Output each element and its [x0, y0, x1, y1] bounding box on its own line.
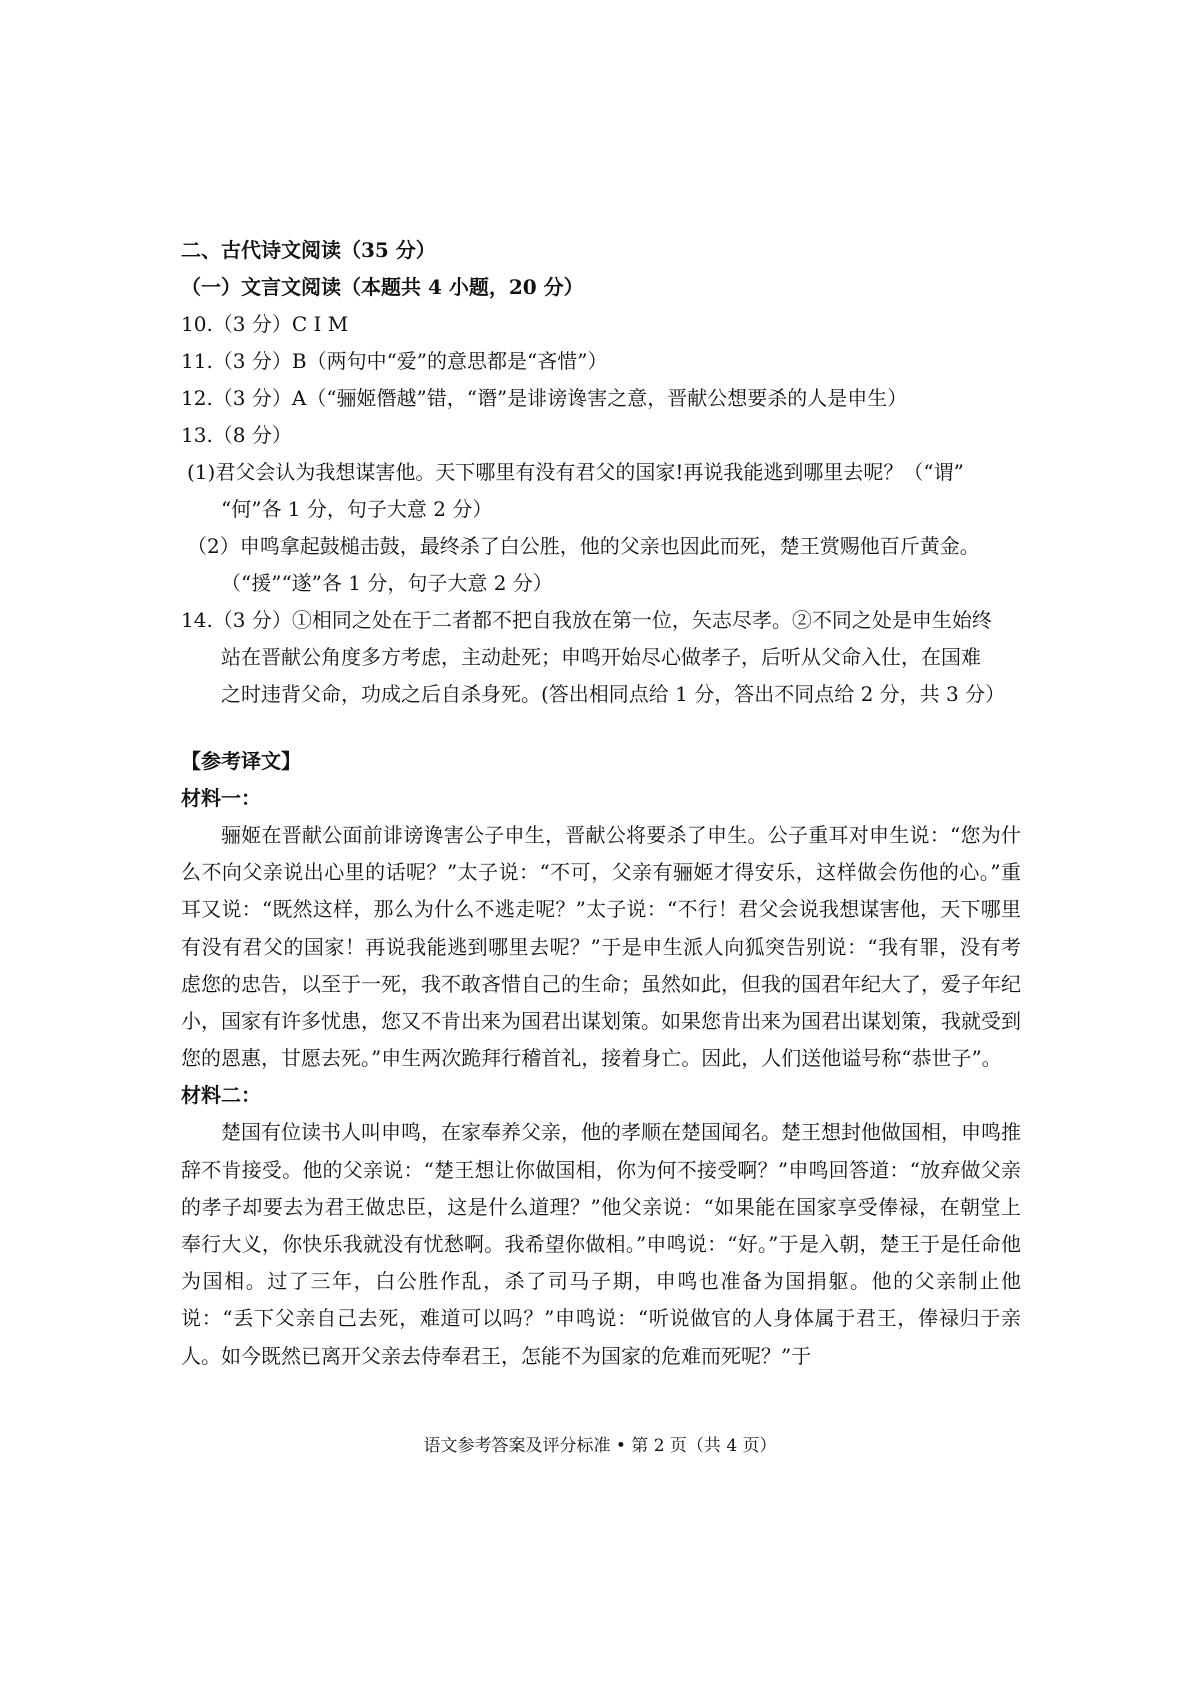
material1-label: 材料一： [181, 786, 261, 810]
answer-q12: 12.（3 分）A（“骊姬僭越”错，“谮”是诽谤谗害之意，晋献公想要杀的人是申生） [181, 386, 908, 410]
answer-q13-1-line2: “何”各 1 分，句子大意 2 分） [221, 497, 493, 521]
answer-q13-2-line2: （“援”“遂”各 1 分，句子大意 2 分） [221, 571, 553, 595]
material1-text: 骊姬在晋献公面前诽谤谗害公子申生，晋献公将要杀了申生。公子重耳对申生说：“您为什么不向父亲说出心里的话呢？”太子说：“不可，父亲有骊姬才得安乐，这样做会伤他的心。”重耳又说：“既然这样，那么为什么不逃走呢？”太子说：“不行！君父会说我想谋害他，天下哪里有没有君父的国家！再说我能逃到哪里去呢？”于是申生派人向狐突告别说：“我有罪，没有考虑您的忠告，以至于一死，我不敢吝惜自己的生命；虽然如此，但我的国君年纪大了，爱子年纪小，国家有许多忧患，您又不肯出来为国君出谋划策。如果您肯出来为国君出谋划策，我就受到您的恩惠，甘愿去死。”申生两次跪拜行稽首礼，接着身亡。因此，人们送他谥号称“恭世子”。 [181, 823, 1021, 1071]
answer-q13-2-line1: （2）申鸣拿起鼓槌击鼓，最终杀了白公胜，他的父亲也因此而死，楚王赏赐他百斤黄金。 [187, 534, 980, 558]
page-footer: 语文参考答案及评分标准 • 第 2 页（共 4 页） [423, 1436, 777, 1456]
material2-text: 楚国有位读书人叫申鸣，在家奉养父亲，他的孝顺在楚国闻名。楚王想封他做国相，申鸣推辞不肯接受。他的父亲说：“楚王想让你做国相，你为何不接受啊？”申鸣回答道：“放弃做父亲的孝子却要去为君王做忠臣，这是什么道理？”他父亲说：“如果能在国家享受俸禄，在朝堂上奉行大义，你快乐我就没有忧愁啊。我希望你做相。”申鸣说：“好。”于是入朝，楚王于是任命他为国相。过了三年，白公胜作乱，杀了司马子期，申鸣也准备为国捐躯。他的父亲制止他说：“丢下父亲自己去死，难道可以吗？”申鸣说：“听说做官的人身体属于君王，俸禄归于亲人。如今既然已离开父亲去侍奉君王，怎能不为国家的危难而死呢？”于 [181, 1120, 1021, 1368]
answer-q11: 11.（3 分）B（两句中“爱”的意思都是“吝惜”） [181, 349, 608, 373]
translation-heading: 【参考译文】 [181, 749, 301, 773]
section-title: 二、古代诗文阅读（35 分） [181, 238, 436, 262]
answer-q13: 13.（8 分） [181, 423, 292, 447]
answer-q14-line2: 站在晋献公角度多方考虑，主动赴死；申鸣开始尽心做孝子，后听从父命入仕，在国难 [221, 645, 981, 669]
answer-q10: 10.（3 分）C I M [181, 312, 349, 336]
page-content [181, 232, 1021, 1375]
subsection-title: （一）文言文阅读（本题共 4 小题，20 分） [181, 275, 584, 299]
section-gap [181, 713, 1021, 743]
answer-q14-line3: 之时违背父命，功成之后自杀身死。(答出相同点给 1 分，答出不同点给 2 分，共 3 分） [221, 682, 1006, 706]
material2-label: 材料二： [181, 1083, 261, 1108]
answer-q13-1-line1: (1)君父会认为我想谋害他。天下哪里有没有君父的国家!再说我能逃到哪里去呢？（“谓” [187, 460, 964, 484]
answer-q14-line1: 14.（3 分）①相同之处在于二者都不把自我放在第一位，矢志尽孝。②不同之处是申生始终 [181, 608, 992, 632]
